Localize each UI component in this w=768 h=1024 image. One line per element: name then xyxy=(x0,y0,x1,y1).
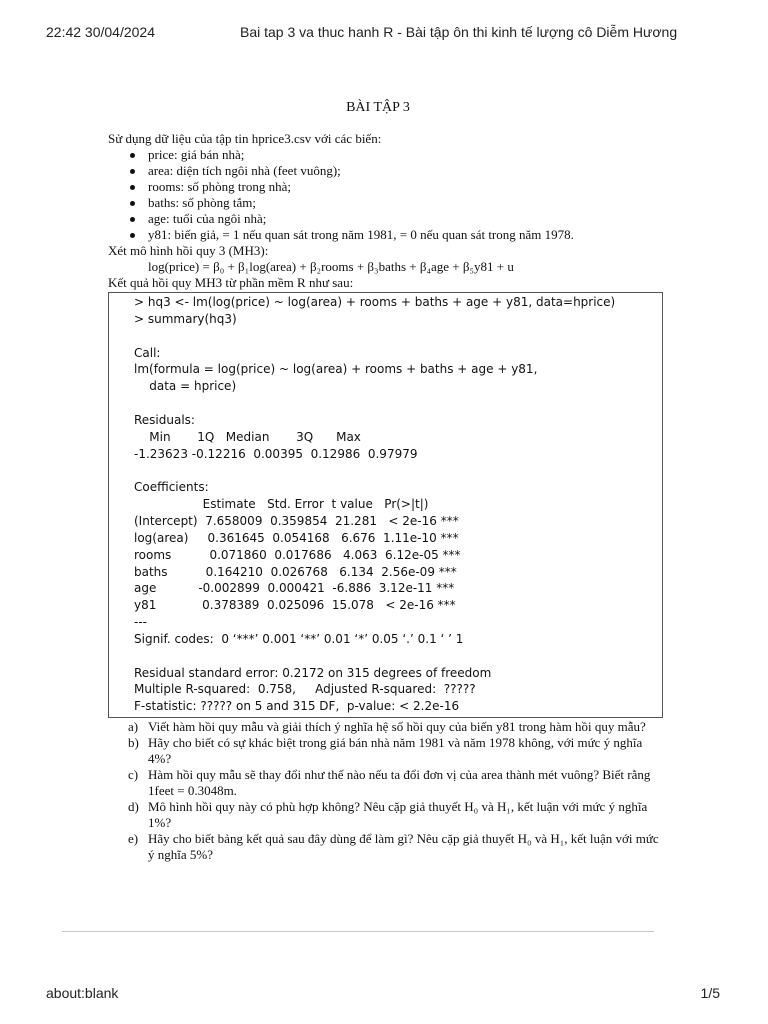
r-output-line: log(area) 0.361645 0.054168 6.676 1.11e-10 *** xyxy=(134,530,459,545)
variable-list xyxy=(108,147,668,243)
question-text: Hãy cho biết có sự khác biệt trong giá bán nhà năm 1981 và năm 1978 không, với mức ý nghĩa 4%? xyxy=(148,735,643,767)
r-output-line: Multiple R-squared: 0.758, Adjusted R-squared: ????? xyxy=(134,682,476,697)
question-label: a) xyxy=(128,719,139,735)
question-item xyxy=(108,767,668,799)
r-output-line: --- xyxy=(134,615,147,630)
r-output-line: Residuals: xyxy=(134,412,195,427)
r-output-line xyxy=(134,328,662,345)
footer-divider xyxy=(62,931,654,932)
variable-item: area: diện tích ngôi nhà (feet vuông); xyxy=(128,163,668,179)
question-text: Mô hình hồi quy này có phù hợp không? Nêu cặp giả thuyết H₀ và H₁, kết luận với mức ý nghĩa 1%? xyxy=(148,799,648,831)
r-output-line: data = hprice) xyxy=(134,379,237,394)
question-list xyxy=(108,719,668,863)
print-timestamp: 22:42 30/04/2024 xyxy=(46,24,155,40)
r-output-line: Min 1Q Median 3Q Max xyxy=(134,429,361,444)
model-intro: Xét mô hình hồi quy 3 (MH3): xyxy=(108,243,269,258)
r-output-line: Signif. codes: 0 ‘***’ 0.001 ‘**’ 0.01 ‘*’ 0.05 ‘.’ 0.1 ‘ ’ 1 xyxy=(134,631,464,646)
r-output-line: y81 0.378389 0.025096 15.078 < 2e-16 *** xyxy=(134,598,456,613)
variable-item: price: giá bán nhà; xyxy=(128,147,668,163)
print-page-title: Bai tap 3 va thuc hanh R - Bài tập ôn thi kinh tế lượng cô Diễm Hương xyxy=(240,24,678,40)
r-output-line xyxy=(134,395,662,412)
question-label: e) xyxy=(128,831,139,847)
r-output-line: (Intercept) 7.658009 0.359854 21.281 < 2e-16 *** xyxy=(134,513,459,528)
exercise-heading: BÀI TẬP 3 xyxy=(346,100,410,115)
r-output-box xyxy=(108,292,663,718)
r-output-line: F-statistic: ????? on 5 and 315 DF, p-value: < 2.2e-16 xyxy=(134,699,460,714)
question-text: Hàm hồi quy mẫu sẽ thay đổi như thế nào nếu ta đổi đơn vị của area thành mét vuông? Biết rằng 1feet = 0.3048m. xyxy=(148,767,651,799)
variable-item: y81: biến giả, = 1 nếu quan sát trong năm 1981, = 0 nếu quan sát trong năm 1978. xyxy=(128,227,668,243)
variable-item: age: tuổi của ngôi nhà; xyxy=(128,211,668,227)
intro-text: Sử dụng dữ liệu của tập tin hprice3.csv với các biến: xyxy=(108,131,382,146)
result-intro: Kết quả hồi quy MH3 từ phần mềm R như sau: xyxy=(108,275,354,290)
r-output-line xyxy=(134,462,662,479)
r-output-line: Coefficients: xyxy=(134,480,209,495)
r-output-line: Call: xyxy=(134,345,161,360)
r-output-line: age -0.002899 0.000421 -6.886 3.12e-11 *** xyxy=(134,581,455,596)
variable-item: rooms: số phòng trong nhà; xyxy=(128,179,668,195)
r-output-line xyxy=(134,648,662,665)
r-output-line: rooms 0.071860 0.017686 4.063 6.12e-05 *** xyxy=(134,547,461,562)
r-output-line: > summary(hq3) xyxy=(134,311,237,326)
question-item xyxy=(108,799,668,831)
question-item xyxy=(108,719,668,735)
question-label: c) xyxy=(128,767,139,783)
model-formula: log(price) = β₀ + β₁log(area) + β₂rooms + β₃baths + β₄age + β₅y81 + u xyxy=(148,259,514,274)
r-output-line: -1.23623 -0.12216 0.00395 0.12986 0.97979 xyxy=(134,446,418,461)
question-item xyxy=(108,831,668,863)
r-output-line: Estimate Std. Error t value Pr(>|t|) xyxy=(134,497,429,512)
print-url: about:blank xyxy=(46,985,119,1001)
question-item xyxy=(108,735,668,767)
question-label: d) xyxy=(128,799,139,815)
r-output-line: lm(formula = log(price) ~ log(area) + rooms + baths + age + y81, xyxy=(134,362,538,377)
variable-item: baths: số phòng tắm; xyxy=(128,195,668,211)
document-body xyxy=(108,100,668,863)
question-text: Viết hàm hồi quy mẫu và giải thích ý nghĩa hệ số hồi quy của biến y81 trong hàm hồi quy mẫu? xyxy=(148,719,646,735)
question-label: b) xyxy=(128,735,139,751)
question-text: Hãy cho biết bảng kết quả sau đây dùng để làm gì? Nêu cặp giả thuyết H₀ và H₁, kết luận với mức ý nghĩa 5%? xyxy=(148,831,659,863)
r-output-line: Residual standard error: 0.2172 on 315 degrees of freedom xyxy=(134,665,492,680)
r-output-line: > hq3 <- lm(log(price) ~ log(area) + rooms + baths + age + y81, data=hprice) xyxy=(134,295,616,309)
page-number: 1/5 xyxy=(700,985,720,1001)
r-output-line: baths 0.164210 0.026768 6.134 2.56e-09 *** xyxy=(134,564,457,579)
